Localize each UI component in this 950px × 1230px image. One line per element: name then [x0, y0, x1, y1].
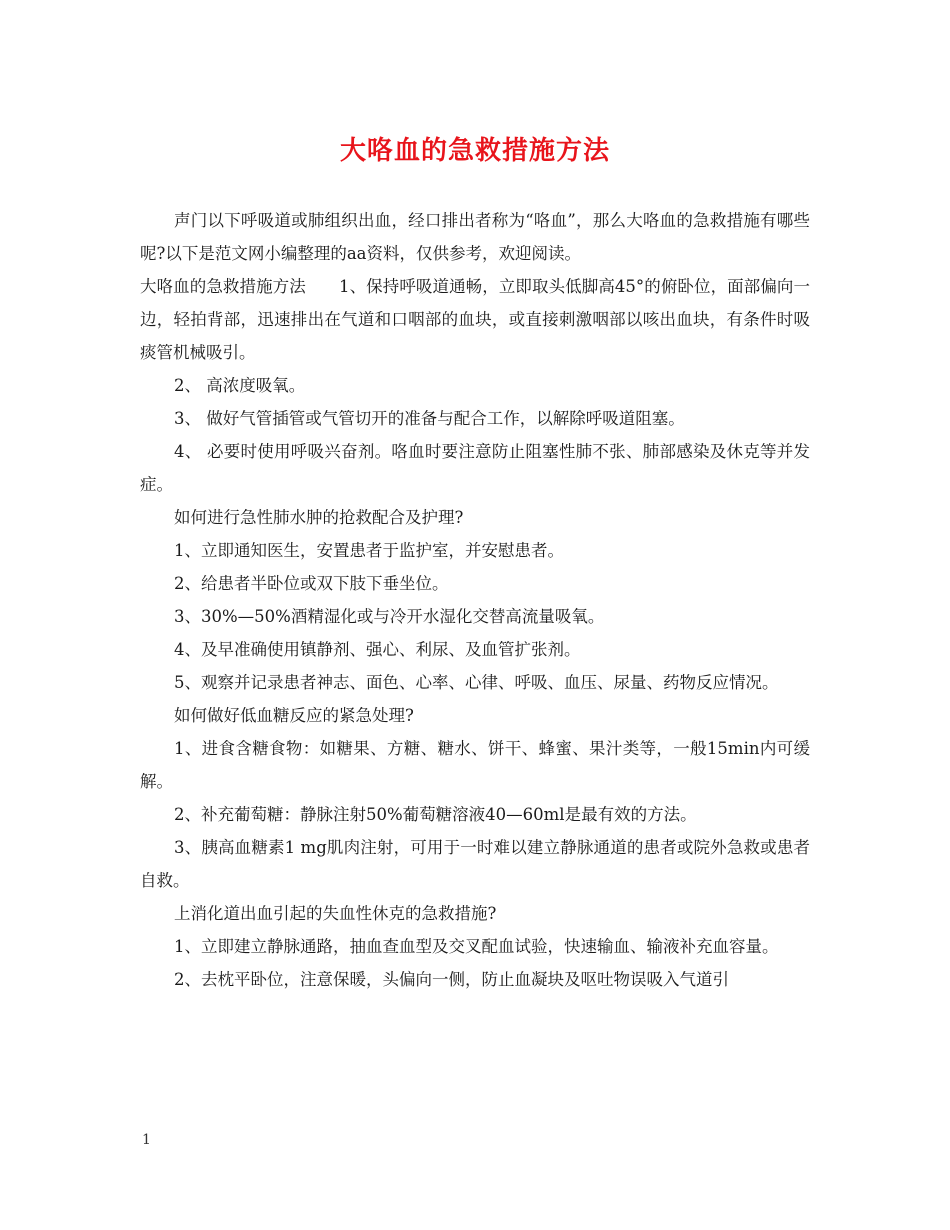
document-title: 大咯血的急救措施方法: [339, 136, 610, 166]
paragraph: 4、及早准确使用镇静剂、强心、利尿、及血管扩张剂。: [174, 640, 581, 659]
paragraph: 3、胰高血糖素1 mg肌肉注射，可用于一时难以建立静脉通道的患者或院外急救或患者自救。: [140, 838, 810, 890]
section-heading: 上消化道出血引起的失血性休克的急救措施?: [174, 904, 497, 923]
section-heading: 如何进行急性肺水肿的抢救配合及护理?: [174, 508, 464, 527]
paragraph: 声门以下呼吸道或肺组织出血，经口排出者称为“咯血”，那么大咯血的急救措施有哪些呢?以下是范文网小编整理的aa资料，仅供参考，欢迎阅读。: [140, 211, 810, 263]
document-body: [140, 204, 810, 996]
paragraph: 大咯血的急救措施方法 1、保持呼吸道通畅，立即取头低脚高45°的俯卧位，面部偏向一边，轻拍背部，迅速排出在气道和口咽部的血块，或直接刺激咽部以咳出血块，有条件时吸痰管机械吸引。: [140, 277, 810, 362]
section-heading: 如何做好低血糖反应的紧急处理?: [174, 706, 414, 725]
paragraph: 2、给患者半卧位或双下肢下垂坐位。: [174, 574, 449, 593]
paragraph: 3、30%—50%酒精湿化或与冷开水湿化交替高流量吸氧。: [174, 607, 605, 626]
paragraph: 4、 必要时使用呼吸兴奋剂。咯血时要注意防止阻塞性肺不张、肺部感染及休克等并发症。: [140, 442, 810, 494]
paragraph: 1、进食含糖食物：如糖果、方糖、糖水、饼干、蜂蜜、果汁类等，一般15min内可缓解。: [140, 739, 810, 791]
paragraph: 2、补充葡萄糖：静脉注射50%葡萄糖溶液40—60ml是最有效的方法。: [174, 805, 697, 824]
paragraph: 5、观察并记录患者神志、面色、心率、心律、呼吸、血压、尿量、药物反应情况。: [174, 673, 779, 692]
page-number: 1: [142, 1132, 151, 1148]
paragraph: 1、立即通知医生，安置患者于监护室，并安慰患者。: [174, 541, 564, 560]
paragraph: 3、 做好气管插管或气管切开的准备与配合工作，以解除呼吸道阻塞。: [174, 409, 685, 428]
paragraph: 2、去枕平卧位，注意保暖，头偏向一侧，防止血凝块及呕吐物误吸入气道引: [174, 970, 729, 989]
paragraph: 2、 高浓度吸氧。: [174, 376, 306, 395]
paragraph: 1、立即建立静脉通路，抽血查血型及交叉配血试验，快速输血、输液补充血容量。: [174, 937, 779, 956]
